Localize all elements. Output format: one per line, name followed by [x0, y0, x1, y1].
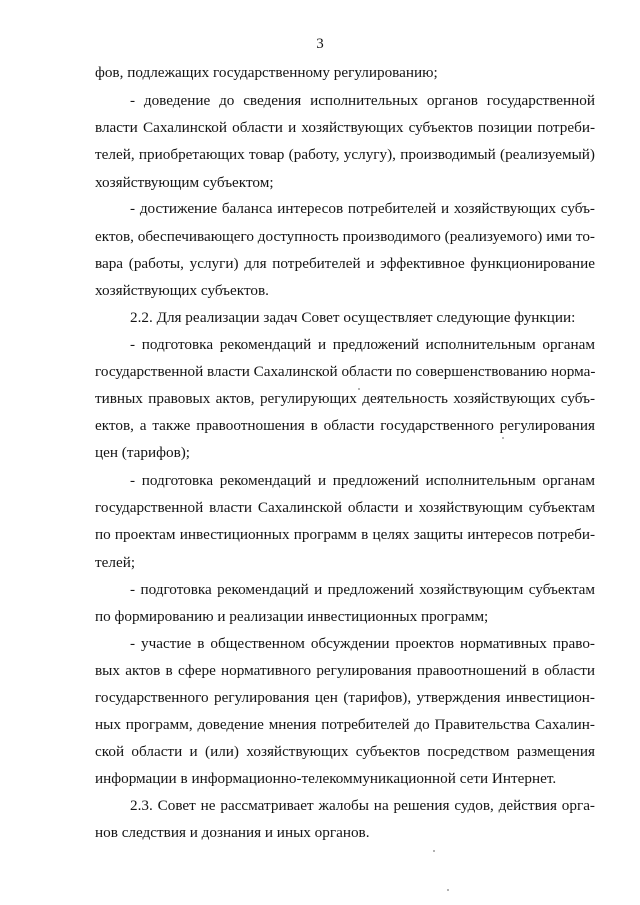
text-line: хозяйствующим субъектом; — [95, 174, 274, 191]
text-line: телей, приобретающих товар (работу, услугу), производимый (реализуемый) — [95, 146, 595, 163]
text-line: государственной власти Сахалинской области и хозяйствующим субъектам — [95, 499, 595, 516]
text-line: нов следствия и дознания и иных органов. — [95, 824, 370, 841]
text-line: ектов, обеспечивающего доступность производимого (реализуемого) ими то- — [95, 228, 595, 245]
text-line: фов, подлежащих государственному регулированию; — [95, 64, 438, 81]
text-line: вых актов в сфере нормативного регулирования правоотношений в области — [95, 662, 595, 679]
text-line: 2.3. Совет не рассматривает жалобы на решения судов, действия орга- — [130, 797, 595, 814]
text-line: цен (тарифов); — [95, 444, 191, 461]
text-line: - подготовка рекомендаций и предложений исполнительным органам — [130, 336, 595, 353]
scan-speck — [447, 889, 449, 891]
text-line: 2.2. Для реализации задач Совет осуществляет следующие функции: — [130, 309, 576, 326]
text-line: власти Сахалинской области и хозяйствующих субъектов позиции потреби- — [95, 119, 595, 136]
page-number: 3 — [316, 36, 324, 52]
scan-speck — [502, 437, 504, 439]
text-line: по проектам инвестиционных программ в целях защиты интересов потреби- — [95, 526, 595, 543]
text-line: вара (работы, услуги) для потребителей и эффективное функционирование — [95, 255, 595, 272]
text-line: ных программ, доведение мнения потребителей до Правительства Сахалин- — [95, 716, 595, 733]
text-line: - подготовка рекомендаций и предложений исполнительным органам — [130, 472, 595, 489]
text-line: ской области и (или) хозяйствующих субъектов посредством размещения — [95, 743, 595, 760]
text-line: - подготовка рекомендаций и предложений хозяйствующим субъектам — [130, 581, 595, 598]
text-line: - доведение до сведения исполнительных органов государственной — [130, 92, 595, 109]
text-line: тивных правовых актов, регулирующих деятельность хозяйствующих субъ- — [95, 390, 595, 407]
text-line: ектов, а также правоотношения в области государственного регулирования — [95, 417, 595, 434]
text-line: хозяйствующих субъектов. — [95, 282, 269, 299]
text-line: - участие в общественном обсуждении проектов нормативных право- — [130, 635, 595, 652]
scan-speck — [433, 850, 435, 852]
text-line: по формированию и реализации инвестиционных программ; — [95, 608, 489, 625]
text-line: информации в информационно-телекоммуникационной сети Интернет. — [95, 770, 557, 787]
text-line: государственной власти Сахалинской области по совершенствованию норма- — [95, 363, 596, 380]
scan-speck — [358, 388, 360, 390]
text-line: государственного регулирования цен (тарифов), утверждения инвестицион- — [95, 689, 595, 706]
text-line: телей; — [95, 554, 136, 571]
text-line: - достижение баланса интересов потребителей и хозяйствующих субъ- — [130, 200, 595, 217]
